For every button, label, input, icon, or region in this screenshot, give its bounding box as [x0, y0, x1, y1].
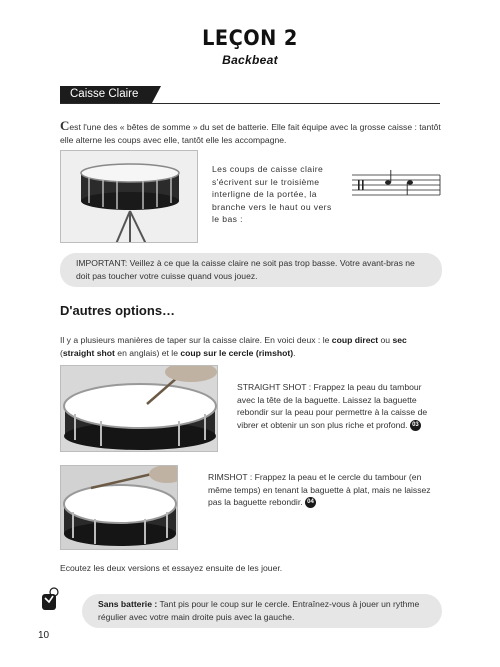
tip-body: Tant pis pour le coup sur le cercle. Entraînez-vous à jouer un rythme régulier avec votre main droite puis avec la gauche. [98, 599, 420, 622]
lesson-title: LEÇON 2 [202, 26, 298, 50]
term-sec: sec [392, 335, 407, 345]
lesson-subtitle: Backbeat [222, 53, 278, 67]
options-intro-text: . [293, 347, 296, 358]
options-intro [60, 334, 442, 359]
term-straight-shot: straight shot [62, 347, 115, 358]
section-divider [60, 103, 440, 104]
listen-instruction: Ecoutez les deux versions et essayez ensuite de les jouer. [60, 563, 283, 573]
tip-box [82, 594, 442, 628]
snare-drum-photo [60, 150, 198, 243]
dropcap: C [60, 118, 70, 133]
hands-practice-icon [40, 586, 60, 612]
rimshot-description [208, 471, 442, 509]
notation-description: Les coups de caisse claire s'écrivent sur le troisième interligne de la portée, la branche vers le haut ou vers le bas : [212, 164, 332, 224]
intro-text: est l'une des « bêtes de somme » du set de batterie. Elle fait équipe avec la grosse caisse : tantôt elle alterne les coups avec elle, tantôt elle les accompagne. [60, 122, 441, 145]
options-intro-text: ( [60, 347, 63, 358]
important-note [60, 253, 442, 287]
options-intro-text: Il y a plusieurs manières de taper sur la caisse claire. En voici deux : le [60, 335, 332, 345]
term-coup-direct: coup direct [331, 335, 379, 345]
straight-shot-description [237, 381, 442, 431]
term-rimshot: coup sur le cercle (rimshot) [180, 347, 294, 358]
tip-text [98, 598, 428, 623]
audio-track-icon: 03 [410, 420, 421, 431]
options-heading: D'autres options… [60, 303, 176, 318]
options-intro-text: en anglais) et le [114, 347, 181, 358]
important-note-text: IMPORTANT: Veillez à ce que la caisse claire ne soit pas trop basse. Votre avant-bras ne doit pas toucher votre cuisse quand vous jouez. [76, 258, 415, 281]
straight-shot-text: STRAIGHT SHOT : Frappez la peau du tambour avec la tête de la baguette. Laissez la baguette rebondir sur la peau pour permettre à la caisse de vibrer et obtenir un son plus riche et profond. [237, 382, 428, 430]
rimshot-text: RIMSHOT : Frappez la peau et le cercle du tambour (en même temps) en tenant la baguette à plat, mais ne laissez pas la baguette rebondir. [208, 472, 431, 507]
tip-label: Sans batterie : [98, 599, 158, 609]
audio-track-icon: 04 [305, 497, 316, 508]
staff-notation [352, 170, 444, 200]
intro-paragraph [60, 120, 442, 146]
straight-shot-photo [60, 365, 218, 452]
section-tab: Caisse Claire [60, 86, 152, 103]
rimshot-photo [60, 465, 178, 550]
page-number: 10 [38, 630, 50, 641]
options-intro-text: ou [378, 335, 393, 345]
